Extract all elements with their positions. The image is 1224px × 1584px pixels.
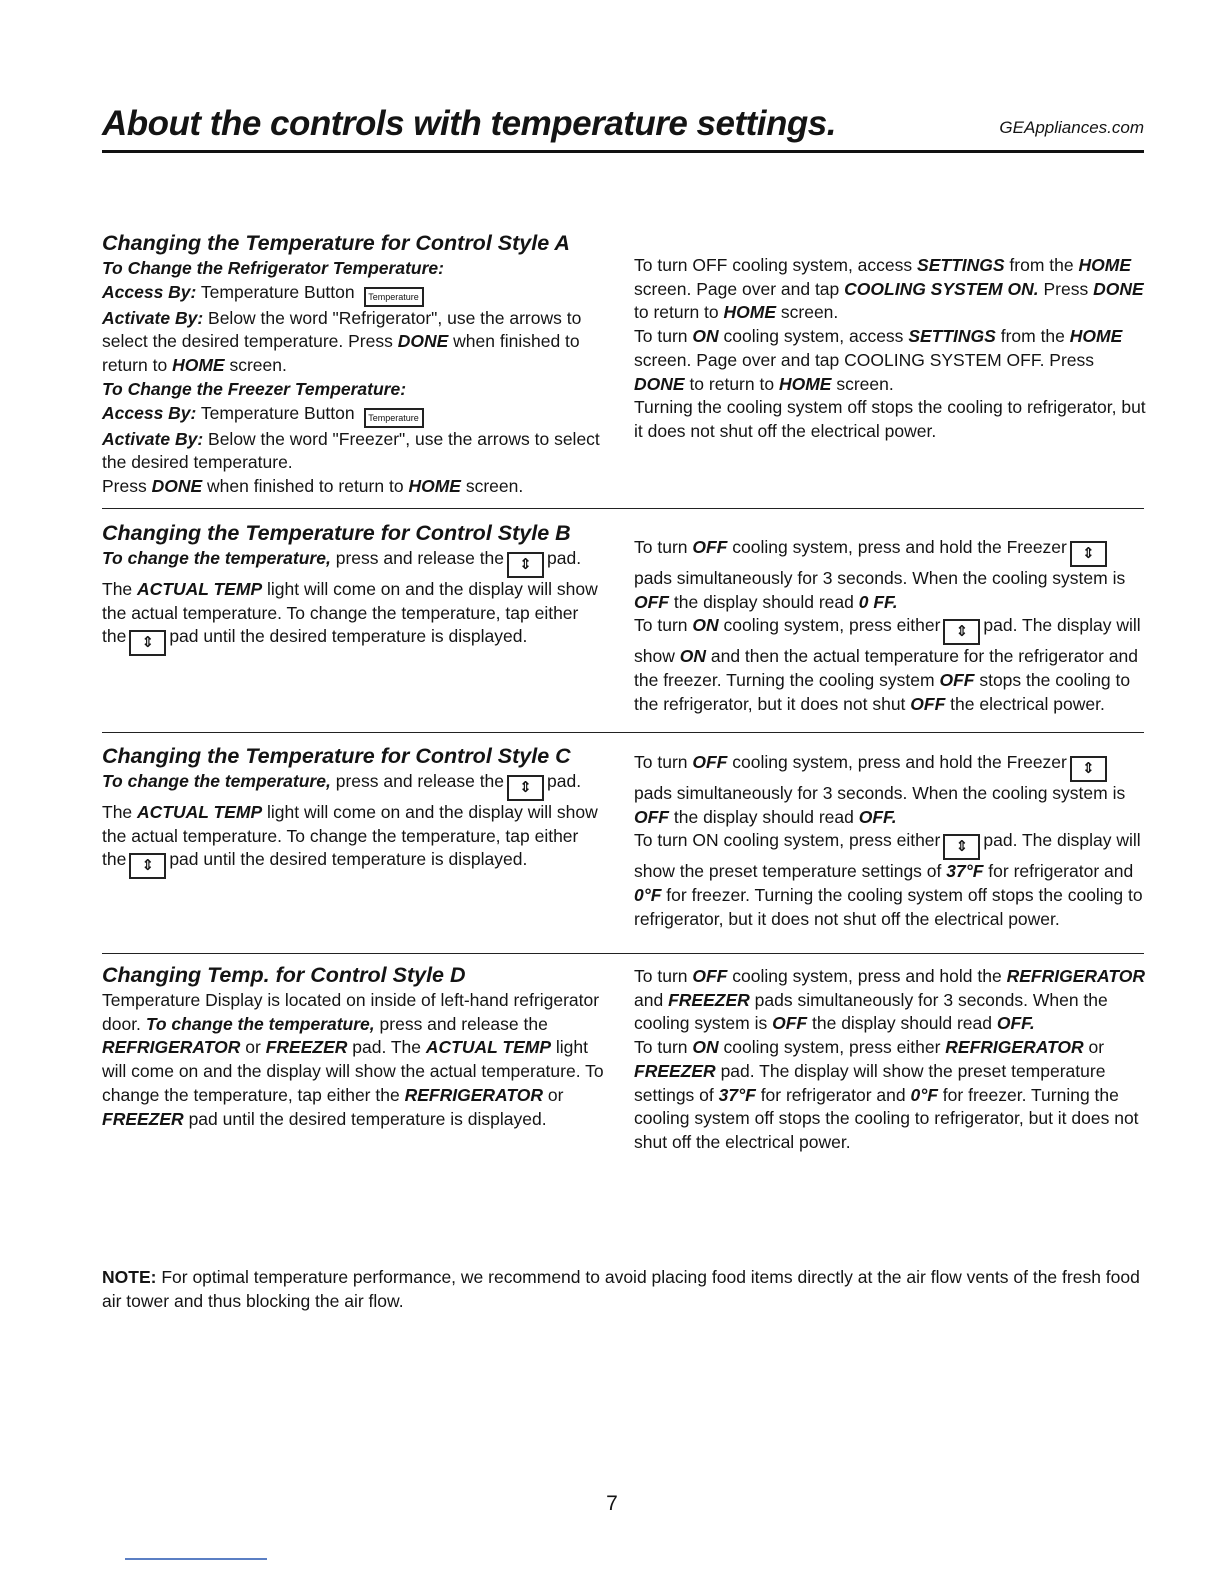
text: light will come on and the display will show the actual temperature. To change the temperature, tap either the — [102, 579, 598, 647]
text: the display should read — [673, 591, 854, 612]
access-by-text: Temperature Button — [200, 402, 355, 423]
actual-temp-word: ACTUAL TEMP — [137, 579, 263, 599]
text: Temperature Display is located on inside of left-hand refrigerator door. — [102, 990, 600, 1034]
refrigerator-word: REFRIGERATOR — [102, 1037, 241, 1058]
done-word: DONE — [1093, 278, 1144, 299]
off-display: 0 FF. — [858, 591, 898, 612]
text: pad. The display will show — [634, 615, 1141, 667]
text: press and release the — [335, 548, 505, 568]
off-display: OFF. — [996, 1013, 1035, 1034]
screen-word: screen. — [780, 302, 839, 323]
text: pads simultaneously for 3 seconds. When the cooling system is — [634, 568, 1126, 588]
text: and then the actual temperature for the refrigerator and the freezer. Turning the cooling system — [634, 646, 1138, 691]
done-tail: when finished to return to — [102, 331, 580, 376]
on-word: ON — [692, 615, 719, 636]
up-down-arrow-pad-icon: ⇕ — [129, 630, 166, 656]
settings-word: SETTINGS — [917, 255, 1005, 275]
temp-37: 37°F — [946, 861, 984, 882]
text: pads simultaneously for 3 seconds. When the cooling system is — [634, 783, 1126, 803]
style-d-right — [634, 965, 1146, 1155]
text: for freezer. Turning the cooling system off stops the cooling to refrigerator, but it does not shut off the electrical power. — [634, 885, 1143, 929]
style-c-right — [634, 751, 1146, 932]
text: light will come on and the display will show the actual temperature. To change the temperature, tap either the — [102, 802, 598, 870]
up-down-arrow-pad-icon: ⇕ — [943, 834, 980, 860]
text: To turn — [634, 615, 688, 636]
text: the electrical power. — [950, 693, 1105, 714]
text: cooling system, press and hold the Freezer — [732, 537, 1067, 557]
footer-line — [125, 1558, 267, 1560]
text: from the — [1009, 255, 1074, 275]
home-word: HOME — [408, 475, 461, 496]
press-word: Press — [1043, 278, 1089, 299]
freezer-temp-heading: To Change the Freezer Temperature: — [102, 378, 407, 399]
off-word: OFF — [692, 537, 728, 557]
home-word: HOME — [1069, 326, 1123, 347]
text: To turn — [634, 752, 688, 772]
temperature-button-icon: Temperature — [364, 287, 424, 307]
text: cooling system, press and hold the Freezer — [732, 752, 1067, 772]
text: To turn — [634, 966, 688, 986]
access-by-text: Temperature Button — [200, 281, 355, 302]
up-down-arrow-pad-icon: ⇕ — [507, 775, 544, 801]
off-word: OFF — [634, 591, 669, 612]
text: cooling system, access — [723, 326, 904, 347]
actual-temp-word: ACTUAL TEMP — [137, 802, 263, 822]
text: for freezer. Turning the cooling system off stops the cooling to refrigerator, but it does not shut off the electrical power. — [634, 1084, 1139, 1152]
temp-37: 37°F — [718, 1084, 756, 1105]
to-change-label: To change the temperature, — [102, 548, 331, 568]
freezer-activate-text: Below the word "Freezer", use the arrows to select the desired temperature. — [102, 428, 600, 473]
on-word: ON — [692, 1037, 719, 1058]
text: To turn — [634, 1037, 688, 1058]
text: pad until the desired temperature is displayed. — [169, 626, 528, 647]
off-word: OFF — [634, 806, 669, 827]
home-word: HOME — [1078, 255, 1131, 275]
freezer-word: FREEZER — [634, 1060, 716, 1081]
text: pad. The display will show the preset temperature settings of — [634, 830, 1141, 882]
divider — [102, 508, 1144, 509]
freezer-word: FREEZER — [668, 989, 750, 1010]
off-word: OFF — [692, 966, 728, 986]
divider — [102, 732, 1144, 733]
style-d-left — [102, 962, 607, 1131]
up-down-arrow-pad-icon: ⇕ — [129, 853, 166, 879]
freezer-word: FREEZER — [102, 1108, 184, 1129]
fridge-temp-heading: To Change the Refrigerator Temperature: — [102, 258, 444, 278]
on-word: ON — [679, 646, 706, 667]
home-word: HOME — [778, 373, 832, 394]
text: stops the cooling to the refrigerator, but it does not shut — [634, 670, 1131, 714]
and-word: and — [634, 989, 664, 1010]
style-a-left — [102, 230, 607, 499]
page-title: About the controls with temperature settings. — [102, 104, 836, 143]
text: pad until the desired temperature is displayed. — [169, 849, 528, 870]
press-word: Press — [102, 475, 147, 496]
temp-0: 0°F — [910, 1084, 938, 1105]
off-word: OFF — [910, 693, 946, 714]
site-url: GEAppliances.com — [999, 118, 1144, 137]
fridge-activate-text: Below the word "Refrigerator", use the arrows to select the desired temperature. Press — [102, 307, 582, 352]
off-word: OFF — [692, 752, 728, 772]
access-by-label: Access By: — [102, 281, 197, 302]
text: from the — [1000, 326, 1065, 347]
style-b-right — [634, 536, 1146, 717]
text: light will come on and the display will show the actual temperature. To change the temperature, tap either the — [102, 1037, 604, 1105]
settings-word: SETTINGS — [908, 326, 996, 347]
text: the display should read — [812, 1013, 992, 1034]
actual-temp-word: ACTUAL TEMP — [425, 1037, 551, 1058]
divider — [102, 953, 1144, 954]
off-word: OFF — [939, 670, 975, 691]
off-word: OFF — [772, 1013, 808, 1034]
text: pad until the desired temperature is displayed. — [188, 1108, 547, 1129]
to-change-label: To change the temperature, — [145, 1013, 375, 1034]
freezer-word: FREEZER — [265, 1037, 348, 1058]
text: to return to — [689, 373, 775, 394]
text: screen. Page over and tap — [634, 278, 840, 299]
refrigerator-word: REFRIGERATOR — [1006, 966, 1145, 986]
text: To turn OFF cooling system, access — [634, 255, 913, 275]
up-down-arrow-pad-icon: ⇕ — [1070, 541, 1107, 567]
page-header — [102, 104, 1144, 153]
text: press and release the — [379, 1013, 548, 1034]
text: pads simultaneously for 3 seconds. When the cooling system is — [634, 989, 1108, 1034]
up-down-arrow-pad-icon: ⇕ — [507, 552, 544, 578]
activate-by-label: Activate By: — [102, 428, 204, 449]
done-word: DONE — [634, 373, 685, 394]
text: cooling system, press either — [723, 615, 941, 636]
page-number: 7 — [606, 1492, 618, 1515]
or-word: or — [245, 1037, 261, 1058]
screen-word: screen. — [229, 355, 287, 376]
text: pad. The — [102, 771, 582, 822]
home-word: HOME — [172, 355, 225, 376]
cooling-on-word: COOLING SYSTEM ON. — [844, 278, 1039, 299]
or-word: or — [547, 1084, 564, 1105]
text: pad. The display will show the preset temperature settings of — [634, 1060, 1106, 1105]
text: the display should read — [673, 806, 854, 827]
off-display: OFF. — [858, 806, 897, 827]
text: cooling system, press and hold the — [732, 966, 1002, 986]
to-change-label: To change the temperature, — [102, 771, 331, 791]
text: for refrigerator and — [760, 1084, 906, 1105]
access-by-label: Access By: — [102, 402, 197, 423]
text: press and release the — [335, 771, 505, 791]
note-label: NOTE: — [102, 1267, 157, 1287]
text: for refrigerator and — [988, 861, 1134, 882]
text: pad. The — [352, 1037, 422, 1058]
style-d-title: Changing Temp. for Control Style D — [102, 963, 466, 987]
or-word: or — [1088, 1037, 1105, 1058]
screen-word: screen. — [836, 373, 894, 394]
refrigerator-word: REFRIGERATOR — [945, 1037, 1084, 1058]
text: To turn ON cooling system, press either — [634, 830, 941, 851]
style-b-left — [102, 520, 607, 656]
text: cooling system, press either — [723, 1037, 941, 1058]
temperature-button-icon: Temperature — [364, 408, 424, 428]
screen-word: screen. — [465, 475, 524, 496]
refrigerator-word: REFRIGERATOR — [404, 1084, 543, 1105]
on-word: ON — [692, 326, 719, 347]
style-c-left — [102, 743, 607, 879]
text: to return to — [634, 302, 719, 323]
style-c-title: Changing the Temperature for Control Style C — [102, 744, 571, 768]
style-b-title: Changing the Temperature for Control Style B — [102, 521, 571, 545]
note-text: For optimal temperature performance, we recommend to avoid placing food items directly at the air flow vents of the fresh food air tower and thus blocking the air flow. — [102, 1267, 1140, 1311]
done-word: DONE — [397, 331, 449, 352]
done-tail: when finished to return to — [207, 475, 404, 496]
temp-0: 0°F — [634, 885, 662, 906]
activate-by-label: Activate By: — [102, 307, 204, 328]
home-word: HOME — [723, 302, 777, 323]
text: Turning the cooling system off stops the cooling to refrigerator, but it does not shut off the electrical power. — [634, 397, 1146, 441]
text: To turn — [634, 326, 688, 347]
up-down-arrow-pad-icon: ⇕ — [943, 619, 980, 645]
note-paragraph — [102, 1266, 1144, 1313]
text: pad. The — [102, 548, 582, 599]
done-word: DONE — [151, 475, 203, 496]
text: To turn — [634, 537, 688, 557]
up-down-arrow-pad-icon: ⇕ — [1070, 756, 1107, 782]
style-a-title: Changing the Temperature for Control Style A — [102, 231, 570, 255]
text: screen. Page over and tap COOLING SYSTEM OFF. Press — [634, 349, 1095, 370]
style-a-right — [634, 254, 1146, 444]
